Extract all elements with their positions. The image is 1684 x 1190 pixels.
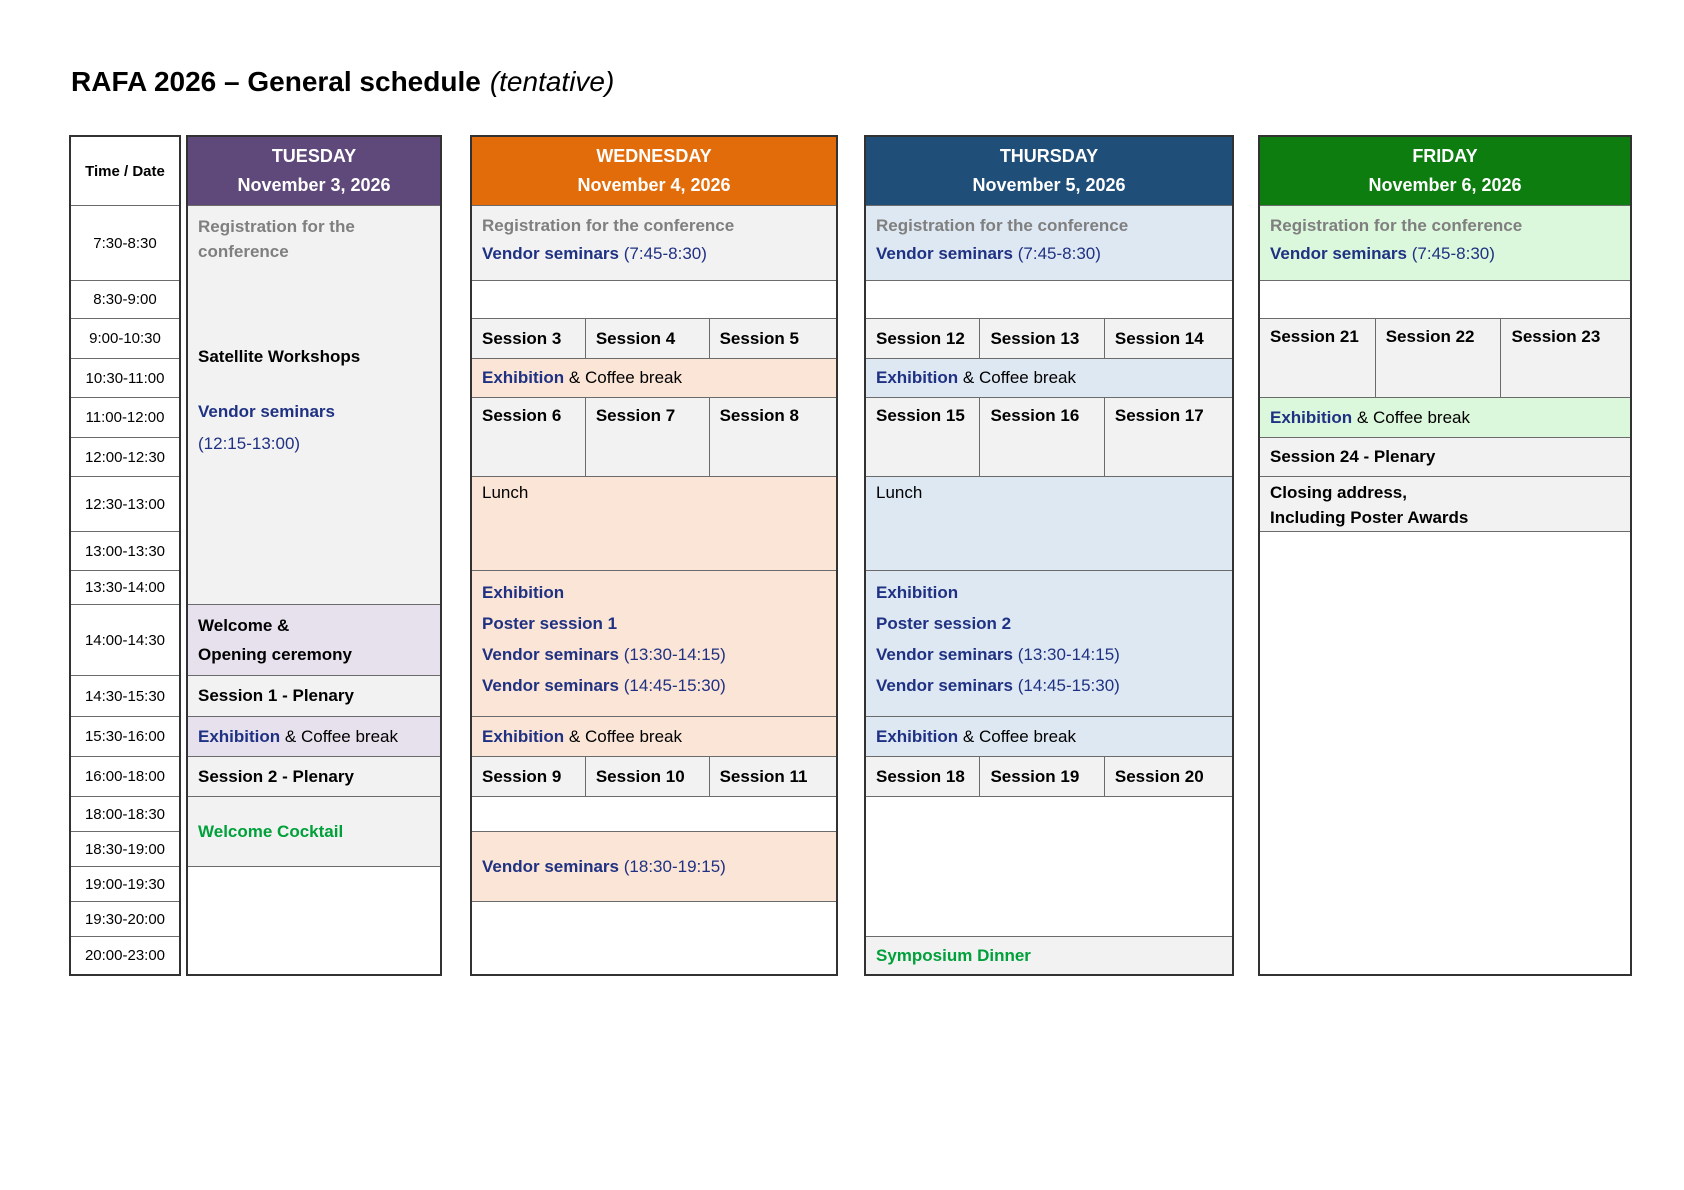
vendor-seminars-line — [876, 239, 1222, 269]
time-slot: 8:30-9:00 — [71, 280, 179, 318]
time-slot: 14:30-15:30 — [71, 675, 179, 716]
time-slot: 7:30-8:30 — [71, 205, 179, 280]
vendor-seminars-line — [482, 670, 826, 701]
vendor-seminars-line — [482, 239, 826, 269]
empty-cell — [472, 901, 836, 974]
day-name: WEDNESDAY — [596, 146, 712, 166]
vendor-seminars-label: Vendor seminars — [876, 645, 1014, 664]
friday-header — [1260, 137, 1630, 205]
empty-cell — [1260, 280, 1630, 318]
page-title-suffix: (tentative) — [489, 66, 615, 97]
session-cell: Session 13 — [979, 319, 1103, 358]
exhibition-label: Exhibition — [876, 726, 959, 746]
time-slot: 18:30-19:00 — [71, 831, 179, 866]
session-cell: Session 17 — [1104, 398, 1232, 476]
session-cell: Session 23 — [1500, 319, 1630, 397]
vendor-seminars-label: Vendor seminars — [1270, 244, 1408, 263]
session-cell: Session 19 — [979, 757, 1103, 796]
time-slot: 15:30-16:00 — [71, 716, 179, 756]
vendor-seminars-label: Vendor seminars — [482, 645, 620, 664]
time-slot: 10:30-11:00 — [71, 358, 179, 397]
time-slot: 18:00-18:30 — [71, 796, 179, 831]
poster-session-cell — [472, 570, 836, 716]
session-24-plenary-cell: Session 24 - Plenary — [1260, 437, 1630, 476]
vendor-seminars-time: (7:45-8:30) — [1411, 244, 1495, 263]
sessions-midday-row — [866, 397, 1232, 476]
time-slot: 11:00-12:00 — [71, 397, 179, 437]
tuesday-column — [186, 135, 442, 976]
vendor-seminars-label: Vendor seminars — [482, 856, 620, 876]
session-cell: Session 12 — [876, 328, 965, 348]
session-cell: Session 4 — [585, 319, 709, 358]
day-date: November 6, 2026 — [1368, 175, 1522, 195]
welcome-cocktail-cell: Welcome Cocktail — [188, 796, 440, 866]
time-slot: 19:30-20:00 — [71, 901, 179, 936]
session-cell: Session 15 — [876, 406, 965, 425]
exhibition-coffee-break-cell — [1260, 397, 1630, 437]
session-cell: Session 11 — [709, 757, 836, 796]
registration-label: Registration for the conference — [198, 217, 355, 261]
coffee-break-label: & Coffee break — [284, 726, 398, 746]
empty-cell — [1260, 531, 1630, 974]
lunch-cell: Lunch — [472, 476, 836, 570]
coffee-break-label: & Coffee break — [962, 368, 1076, 387]
vendor-seminars-label: Vendor seminars — [876, 244, 1014, 263]
welcome-line1: Welcome & — [198, 616, 290, 635]
session-1-plenary-cell: Session 1 - Plenary — [188, 675, 440, 716]
coffee-break-label: & Coffee break — [568, 726, 682, 746]
session-cell: Session 16 — [979, 398, 1103, 476]
time-slot: 12:30-13:00 — [71, 476, 179, 531]
empty-cell — [472, 796, 836, 831]
exhibition-coffee-break-cell — [472, 358, 836, 397]
vendor-seminars-line — [482, 639, 826, 670]
sessions-am-row — [472, 318, 836, 358]
thursday-column — [864, 135, 1234, 976]
exhibition-label: Exhibition — [482, 726, 565, 746]
vendor-seminars-line — [876, 639, 1222, 670]
poster-session-cell — [866, 570, 1232, 716]
day-date: November 4, 2026 — [577, 175, 731, 195]
time-slot: 16:00-18:00 — [71, 756, 179, 796]
session-cell: Session 3 — [482, 328, 562, 348]
satellite-workshops-label: Satellite Workshops — [198, 347, 361, 366]
session-cell: Session 10 — [585, 757, 709, 796]
session-cell: Session 7 — [585, 398, 709, 476]
closing-address-cell — [1260, 476, 1630, 531]
exhibition-label: Exhibition — [876, 583, 959, 602]
exhibition-label: Exhibition — [876, 368, 959, 387]
sessions-pm-row — [866, 756, 1232, 796]
welcome-line2: Opening ceremony — [198, 645, 352, 664]
session-cell: Session 14 — [1104, 319, 1232, 358]
exhibition-label: Exhibition — [482, 583, 565, 602]
session-cell: Session 21 — [1270, 327, 1359, 346]
sessions-am-row — [866, 318, 1232, 358]
vendor-seminars-time: (13:30-14:15) — [623, 645, 726, 664]
vendor-seminars-label: Vendor seminars — [876, 676, 1014, 695]
session-cell: Session 18 — [876, 766, 965, 786]
exhibition-label: Exhibition — [1270, 407, 1353, 427]
vendor-seminars-label: Vendor seminars — [482, 676, 620, 695]
exhibition-coffee-break-cell — [472, 716, 836, 756]
vendor-seminars-time: (14:45-15:30) — [623, 676, 726, 695]
time-slot: 14:00-14:30 — [71, 604, 179, 675]
registration-cell — [472, 205, 836, 280]
sessions-pm-row — [472, 756, 836, 796]
session-cell: Session 6 — [482, 406, 562, 425]
friday-column — [1258, 135, 1632, 976]
session-cell: Session 5 — [709, 319, 836, 358]
vendor-seminars-line — [876, 670, 1222, 701]
welcome-ceremony-cell — [188, 604, 440, 675]
registration-label: Registration for the conference — [1270, 216, 1523, 235]
empty-cell — [866, 280, 1232, 318]
exhibition-label: Exhibition — [198, 726, 281, 746]
session-2-plenary-cell: Session 2 - Plenary — [188, 756, 440, 796]
empty-cell — [188, 866, 440, 974]
day-date: November 3, 2026 — [237, 175, 391, 195]
page-title-main: RAFA 2026 – General schedule — [71, 66, 481, 97]
session-cell: Session 22 — [1375, 319, 1501, 397]
registration-label: Registration for the conference — [876, 216, 1129, 235]
coffee-break-label: & Coffee break — [568, 368, 682, 387]
session-cell: Session 20 — [1104, 757, 1232, 796]
closing-line1: Closing address, — [1270, 483, 1407, 502]
sessions-am-row — [1260, 318, 1630, 397]
empty-cell — [472, 280, 836, 318]
day-name: FRIDAY — [1412, 146, 1478, 166]
tuesday-header — [188, 137, 440, 205]
sessions-midday-row — [472, 397, 836, 476]
time-slot: 13:00-13:30 — [71, 531, 179, 570]
wednesday-column — [470, 135, 838, 976]
vendor-seminars-evening-cell — [472, 831, 836, 901]
vendor-seminars-time: (7:45-8:30) — [1017, 244, 1101, 263]
time-slot: 13:30-14:00 — [71, 570, 179, 604]
exhibition-label: Exhibition — [482, 368, 565, 387]
coffee-break-label: & Coffee break — [962, 726, 1076, 746]
exhibition-coffee-break-cell — [866, 358, 1232, 397]
time-slot: 19:00-19:30 — [71, 866, 179, 901]
coffee-break-label: & Coffee break — [1356, 407, 1470, 427]
registration-cell — [866, 205, 1232, 280]
vendor-seminars-time: (18:30-19:15) — [623, 856, 726, 876]
exhibition-coffee-break-cell — [866, 716, 1232, 756]
session-cell: Session 8 — [709, 398, 836, 476]
time-date-header: Time / Date — [71, 137, 179, 205]
time-column — [69, 135, 181, 976]
symposium-dinner-cell: Symposium Dinner — [866, 936, 1232, 974]
page-title — [71, 66, 614, 98]
time-slot: 20:00-23:00 — [71, 936, 179, 974]
vendor-seminars-time: (12:15-13:00) — [198, 434, 301, 453]
session-cell: Session 9 — [482, 766, 562, 786]
exhibition-coffee-break-cell — [188, 716, 440, 756]
vendor-seminars-label: Vendor seminars — [198, 402, 336, 421]
lunch-cell: Lunch — [866, 476, 1232, 570]
vendor-seminars-line — [1270, 239, 1620, 269]
time-slot: 9:00-10:30 — [71, 318, 179, 358]
empty-cell — [866, 796, 1232, 936]
wednesday-header — [472, 137, 836, 205]
tuesday-main-cell — [188, 205, 440, 604]
registration-cell — [1260, 205, 1630, 280]
thursday-header — [866, 137, 1232, 205]
schedule-table — [69, 135, 1632, 976]
vendor-seminars-label: Vendor seminars — [482, 244, 620, 263]
poster-session-label: Poster session 1 — [482, 614, 618, 633]
day-name: TUESDAY — [271, 146, 357, 166]
vendor-seminars-time: (14:45-15:30) — [1017, 676, 1120, 695]
day-name: THURSDAY — [999, 146, 1099, 166]
day-date: November 5, 2026 — [972, 175, 1126, 195]
poster-session-label: Poster session 2 — [876, 614, 1012, 633]
closing-line2: Including Poster Awards — [1270, 508, 1469, 527]
time-slot: 12:00-12:30 — [71, 437, 179, 476]
registration-label: Registration for the conference — [482, 216, 735, 235]
vendor-seminars-time: (13:30-14:15) — [1017, 645, 1120, 664]
vendor-seminars-time: (7:45-8:30) — [623, 244, 707, 263]
